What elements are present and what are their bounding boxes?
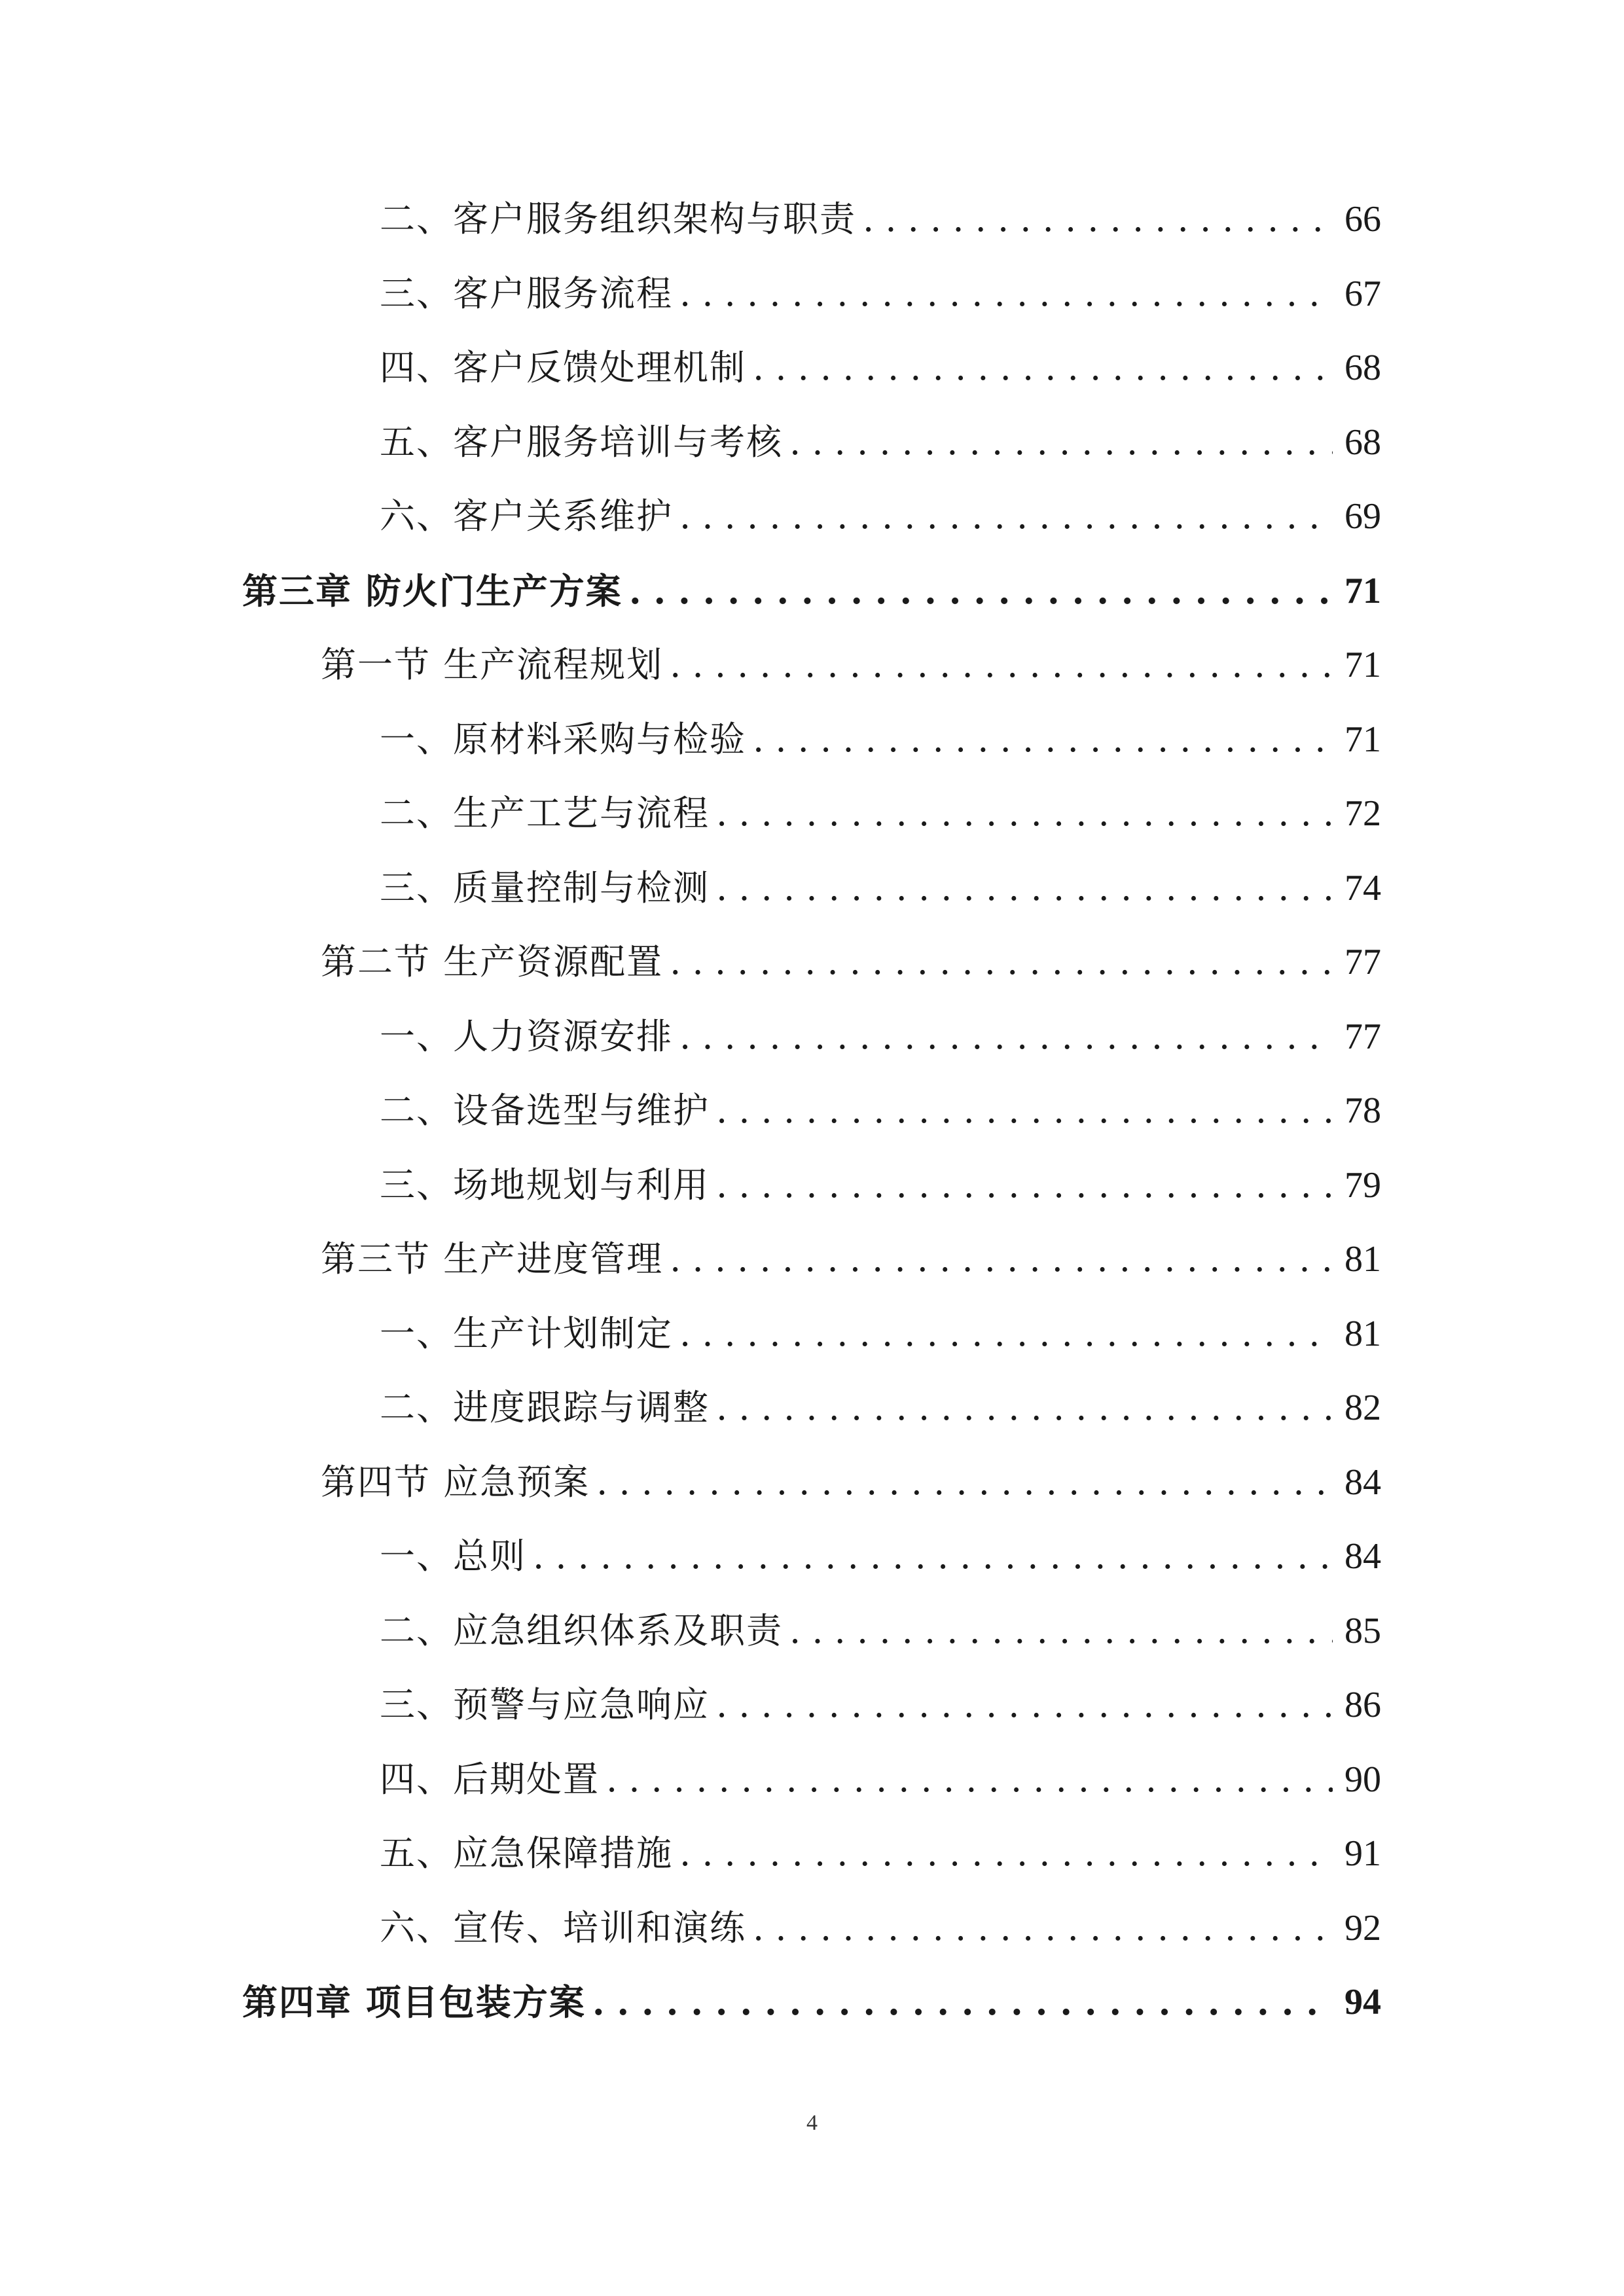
toc-leader-dots: [716, 1372, 1333, 1444]
toc-entry-section[interactable]: [321, 629, 1381, 701]
toc-entry-page-number: 66: [1344, 199, 1381, 240]
toc-entry-title: 三、场地规划与利用: [380, 1164, 710, 1206]
toc-entry-title: 三、质量控制与检测: [380, 867, 710, 908]
toc-leader-dots: [753, 704, 1333, 776]
toc-entry-section[interactable]: [321, 926, 1381, 998]
toc-entry-title: 第四节 应急预案: [321, 1461, 590, 1503]
toc-entry-page-number: 68: [1344, 348, 1381, 388]
toc-entry-page-number: 81: [1344, 1239, 1381, 1280]
toc-entry-page-number: 68: [1344, 422, 1381, 463]
toc-leader-dots: [533, 1520, 1333, 1592]
toc-entry-page-number: 90: [1344, 1759, 1381, 1800]
toc-leader-dots: [596, 1446, 1333, 1518]
toc-entry-section[interactable]: [321, 1223, 1381, 1295]
toc-entry-item[interactable]: [380, 852, 1381, 924]
toc-entry-section[interactable]: [321, 1446, 1381, 1518]
toc-leader-dots: [679, 1001, 1333, 1073]
toc-leader-dots: [670, 1223, 1333, 1295]
toc-entry-page-number: 84: [1344, 1536, 1381, 1577]
toc-entry-title: 六、客户关系维护: [380, 495, 673, 537]
toc-entry-title: 第三章 防火门生产方案: [242, 569, 623, 612]
toc-entry-title: 第三节 生产进度管理: [321, 1238, 664, 1280]
toc-leader-dots: [679, 480, 1333, 552]
toc-leader-dots: [679, 1818, 1333, 1890]
toc-entry-title: 第四章 项目包装方案: [242, 1981, 586, 2023]
toc-entry-title: 四、客户反馈处理机制: [380, 347, 746, 388]
toc-entry-title: 二、生产工艺与流程: [380, 793, 710, 834]
toc-entry-chapter[interactable]: [242, 555, 1381, 627]
toc-entry-title: 一、生产计划制定: [380, 1312, 673, 1354]
toc-entry-item[interactable]: [380, 1669, 1381, 1741]
toc-entry-item[interactable]: [380, 480, 1381, 552]
toc-leader-dots: [679, 258, 1333, 330]
toc-entry-item[interactable]: [380, 1818, 1381, 1890]
toc-entry-item[interactable]: [380, 183, 1381, 255]
toc-entry-page-number: 84: [1344, 1462, 1381, 1503]
toc-entry-page-number: 74: [1344, 867, 1381, 908]
toc-entry-title: 四、后期处置: [380, 1758, 600, 1800]
toc-entry-item[interactable]: [380, 1149, 1381, 1221]
toc-entry-item[interactable]: [380, 778, 1381, 850]
toc-entry-page-number: 82: [1344, 1388, 1381, 1428]
toc-entry-page-number: 72: [1344, 793, 1381, 834]
toc-leader-dots: [670, 629, 1333, 701]
toc-leader-dots: [606, 1744, 1333, 1816]
toc-entry-page-number: 86: [1344, 1685, 1381, 1725]
toc-entry-item[interactable]: [380, 1298, 1381, 1370]
toc-entry-title: 五、应急保障措施: [380, 1833, 673, 1874]
toc-leader-dots: [753, 332, 1333, 404]
toc-entry-item[interactable]: [380, 406, 1381, 478]
toc-leader-dots: [716, 852, 1333, 924]
toc-entry-item[interactable]: [380, 1372, 1381, 1444]
toc-entry-page-number: 67: [1344, 273, 1381, 314]
toc-entry-page-number: 78: [1344, 1090, 1381, 1131]
toc-entry-title: 二、应急组织体系及职责: [380, 1609, 783, 1651]
toc-entry-item[interactable]: [380, 1595, 1381, 1667]
toc-entry-title: 一、总则: [380, 1535, 526, 1577]
toc-entry-page-number: 81: [1344, 1313, 1381, 1354]
toc-leader-dots: [716, 778, 1333, 850]
toc-entry-page-number: 94: [1344, 1982, 1381, 2022]
toc-entry-item[interactable]: [380, 258, 1381, 330]
toc-leader-dots: [670, 926, 1333, 998]
toc-leader-dots: [716, 1075, 1333, 1147]
toc-entry-title: 五、客户服务培训与考核: [380, 421, 783, 463]
toc-leader-dots: [716, 1669, 1333, 1741]
toc-entry-item[interactable]: [380, 1001, 1381, 1073]
toc-entry-item[interactable]: [380, 704, 1381, 776]
toc-entry-page-number: 71: [1344, 719, 1381, 760]
toc-leader-dots: [789, 1595, 1333, 1667]
toc-entry-item[interactable]: [380, 1075, 1381, 1147]
toc-entry-title: 二、客户服务组织架构与职责: [380, 198, 856, 240]
toc-entry-item[interactable]: [380, 332, 1381, 404]
toc-entry-page-number: 77: [1344, 942, 1381, 982]
toc-entry-title: 第二节 生产资源配置: [321, 941, 664, 982]
page-number: 4: [806, 2111, 818, 2135]
toc-entry-title: 第一节 生产流程规划: [321, 644, 664, 685]
toc-entry-title: 六、宣传、培训和演练: [380, 1907, 746, 1948]
toc-leader-dots: [789, 406, 1333, 478]
toc-entry-title: 一、原材料采购与检验: [380, 718, 746, 760]
toc-entry-item[interactable]: [380, 1520, 1381, 1592]
toc-leader-dots: [629, 555, 1333, 627]
toc-entry-title: 二、进度跟踪与调整: [380, 1387, 710, 1428]
toc-entry-page-number: 69: [1344, 496, 1381, 537]
toc-entry-title: 二、设备选型与维护: [380, 1090, 710, 1131]
toc-entry-page-number: 79: [1344, 1164, 1381, 1206]
toc-entry-chapter[interactable]: [242, 1966, 1381, 2038]
toc-entry-page-number: 71: [1344, 570, 1381, 611]
toc-leader-dots: [592, 1966, 1333, 2038]
toc-entry-item[interactable]: [380, 1744, 1381, 1816]
toc-entry-page-number: 92: [1344, 1907, 1381, 1948]
toc-leader-dots: [863, 183, 1333, 255]
toc-entry-page-number: 71: [1344, 645, 1381, 685]
toc-entry-item[interactable]: [380, 1892, 1381, 1964]
toc-entry-page-number: 77: [1344, 1016, 1381, 1057]
toc-entry-title: 一、人力资源安排: [380, 1015, 673, 1057]
toc-entry-page-number: 85: [1344, 1610, 1381, 1651]
toc-entry-title: 三、预警与应急响应: [380, 1684, 710, 1725]
toc-leader-dots: [753, 1892, 1333, 1964]
toc-leader-dots: [716, 1149, 1333, 1221]
toc-entry-page-number: 91: [1344, 1833, 1381, 1874]
toc-entry-title: 三、客户服务流程: [380, 272, 673, 314]
toc-leader-dots: [679, 1298, 1333, 1370]
